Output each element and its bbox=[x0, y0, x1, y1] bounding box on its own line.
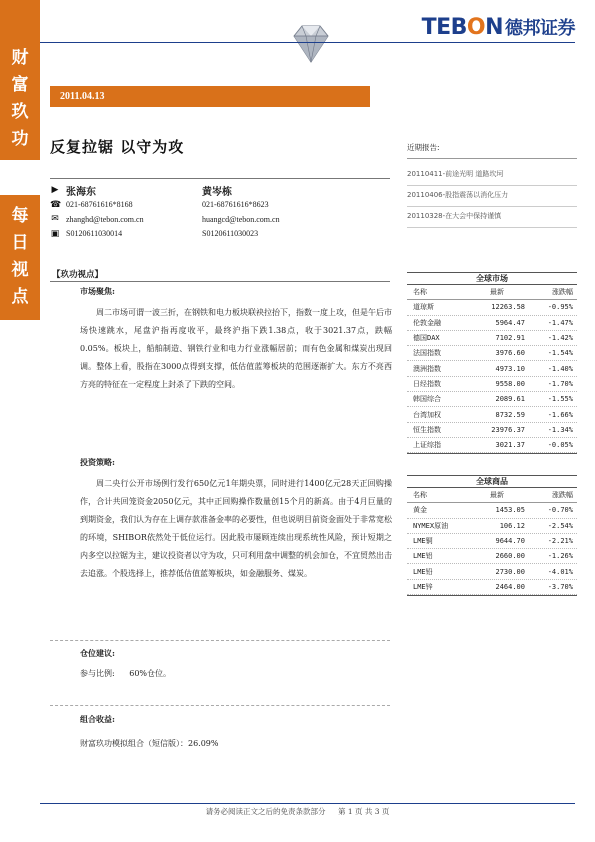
table-cell: 台湾加权 bbox=[413, 410, 441, 419]
table-cell: 澳洲指数 bbox=[413, 364, 441, 373]
table-cell: 道琼斯 bbox=[413, 303, 434, 312]
table-title: 全球市场 bbox=[407, 272, 577, 285]
table-row bbox=[407, 580, 577, 595]
column-header: 涨跌幅 bbox=[552, 288, 573, 297]
table-bottom-rule bbox=[407, 453, 577, 454]
table-cell: 黄金 bbox=[413, 506, 427, 515]
portfolio-heading: 组合收益: bbox=[80, 714, 115, 724]
author-cert: S0120611030014 bbox=[66, 229, 123, 239]
author-email[interactable]: huangcd@tebon.com.cn bbox=[202, 214, 280, 224]
table-cell: -1.34% bbox=[547, 425, 573, 434]
report-date-bar bbox=[50, 86, 370, 107]
table-cell: 9558.00 bbox=[495, 379, 525, 388]
global-markets-table bbox=[407, 272, 577, 454]
table-cell: 恒生指数 bbox=[413, 425, 441, 434]
recent-reports-heading: 近期报告: bbox=[407, 142, 577, 159]
table-cell: -1.70% bbox=[547, 379, 573, 388]
table-cell: 3021.37 bbox=[495, 441, 525, 450]
position-line bbox=[80, 668, 171, 679]
section-divider bbox=[50, 640, 390, 641]
sidebar-char: 财 bbox=[11, 48, 29, 68]
global-commodities-table bbox=[407, 475, 577, 596]
page-footer bbox=[0, 806, 595, 817]
table-cell: -1.40% bbox=[547, 364, 573, 373]
section-divider bbox=[50, 705, 390, 706]
sidebar-label-top bbox=[0, 45, 40, 153]
table-cell: -1.54% bbox=[547, 349, 573, 358]
table-cell: 4973.10 bbox=[495, 364, 525, 373]
table-row bbox=[407, 346, 577, 361]
table-cell: 3976.60 bbox=[495, 349, 525, 358]
table-row bbox=[407, 423, 577, 438]
table-bottom-rule bbox=[407, 595, 577, 596]
column-header: 最新 bbox=[490, 288, 504, 297]
table-cell: 法国指数 bbox=[413, 349, 441, 358]
mail-icon: ✉ bbox=[51, 214, 59, 225]
author-cert: S0120611030023 bbox=[202, 229, 259, 239]
column-header: 名称 bbox=[413, 288, 427, 297]
table-cell: LME铜 bbox=[413, 537, 433, 546]
table-cell: LME铝 bbox=[413, 552, 433, 561]
sidebar-char: 富 bbox=[11, 75, 29, 95]
table-cell: 9644.70 bbox=[495, 537, 525, 546]
table-row bbox=[407, 300, 577, 315]
table-cell: 2089.61 bbox=[495, 395, 525, 404]
table-cell: -0.70% bbox=[547, 506, 573, 515]
table-cell: 上证综指 bbox=[413, 441, 441, 450]
table-cell: -1.26% bbox=[547, 552, 573, 561]
author-name: 黄岑栋 bbox=[202, 186, 232, 198]
table-cell: -4.01% bbox=[547, 567, 573, 576]
recent-reports bbox=[407, 142, 577, 228]
section-tag: 【玖功视点】 bbox=[52, 270, 104, 280]
strategy-heading: 投资策略: bbox=[80, 457, 115, 467]
column-header: 涨跌幅 bbox=[552, 491, 573, 500]
table-row bbox=[407, 503, 577, 518]
triangle-bullet-icon: ▶ bbox=[51, 185, 59, 196]
author-block bbox=[202, 183, 280, 241]
recent-report-link[interactable]: 20110406-股指震荡以消化压力 bbox=[407, 186, 577, 207]
table-header bbox=[407, 285, 577, 300]
table-cell: -2.21% bbox=[547, 537, 573, 546]
table-cell: 106.12 bbox=[499, 521, 525, 530]
id-card-icon: ▣ bbox=[50, 228, 60, 239]
table-row bbox=[407, 331, 577, 346]
table-cell: NYMEX原油 bbox=[413, 521, 449, 530]
author-name: 张海东 bbox=[66, 186, 96, 198]
logo-text: N bbox=[485, 15, 503, 40]
table-cell: 德国DAX bbox=[413, 334, 440, 343]
market-view-heading: 市场聚焦: bbox=[80, 286, 115, 296]
sidebar-label-bottom bbox=[0, 203, 40, 311]
table-cell: -1.42% bbox=[547, 334, 573, 343]
sidebar-char: 点 bbox=[11, 287, 29, 307]
table-cell: LME铅 bbox=[413, 567, 433, 576]
logo-text: TEB bbox=[421, 15, 467, 40]
report-title: 反复拉锯 以守为攻 bbox=[50, 138, 185, 156]
table-cell: -1.47% bbox=[547, 318, 573, 327]
table-cell: 2464.00 bbox=[495, 582, 525, 591]
portfolio-text: 财富玖功模拟组合（短信版）：26.09% bbox=[80, 739, 219, 748]
table-row bbox=[407, 316, 577, 331]
table-cell: -3.70% bbox=[547, 582, 573, 591]
column-header: 最新 bbox=[490, 491, 504, 500]
table-cell: 12263.58 bbox=[491, 303, 525, 312]
position-heading: 仓位建议: bbox=[80, 648, 115, 658]
table-cell: -2.54% bbox=[547, 521, 573, 530]
sidebar-char: 功 bbox=[11, 129, 29, 149]
author-phone: 021-68761616*8168 bbox=[66, 200, 133, 210]
sidebar-char: 玖 bbox=[11, 102, 29, 122]
author-phone: 021-68761616*8623 bbox=[202, 200, 269, 210]
table-cell: -0.05% bbox=[547, 441, 573, 450]
footer-divider bbox=[40, 803, 575, 804]
sidebar-char: 每 bbox=[11, 206, 29, 226]
table-cell: 5964.47 bbox=[495, 318, 525, 327]
author-email[interactable]: zhanghd@tebon.com.cn bbox=[66, 214, 144, 224]
table-title: 全球商品 bbox=[407, 475, 577, 488]
table-cell: 日经指数 bbox=[413, 379, 441, 388]
table-cell: 韩国综合 bbox=[413, 395, 441, 404]
table-cell: 伦敦金融 bbox=[413, 318, 441, 327]
table-row bbox=[407, 361, 577, 376]
table-row bbox=[407, 407, 577, 422]
diamond-logo-icon bbox=[286, 22, 336, 66]
table-row bbox=[407, 438, 577, 453]
table-cell: 23976.37 bbox=[491, 425, 525, 434]
tebon-logo bbox=[422, 14, 575, 40]
table-cell: -1.66% bbox=[547, 410, 573, 419]
logo-text-cn: 德邦证券 bbox=[505, 18, 575, 39]
table-row bbox=[407, 534, 577, 549]
table-cell: -0.95% bbox=[547, 303, 573, 312]
table-body bbox=[407, 300, 577, 453]
table-row bbox=[407, 564, 577, 579]
phone-icon: ☎ bbox=[50, 199, 62, 210]
column-header: 名称 bbox=[413, 491, 427, 500]
table-row bbox=[407, 519, 577, 534]
recent-report-link[interactable]: 20110411-前途光明 道路坎坷 bbox=[407, 165, 577, 186]
table-cell: -1.55% bbox=[547, 395, 573, 404]
table-header bbox=[407, 488, 577, 503]
report-date: 2011.04.13 bbox=[60, 91, 105, 102]
table-cell: 1453.05 bbox=[495, 506, 525, 515]
table-body bbox=[407, 503, 577, 595]
page-number: 第 1 页 共 3 页 bbox=[337, 807, 390, 816]
logo-text-accent: O bbox=[466, 15, 486, 40]
table-cell: 2660.00 bbox=[495, 552, 525, 561]
strategy-text: 周二央行公开市场例行发行650亿元1年期央票，同时进行1400亿元28天正回购操作，合计共回笼资金2050亿元，其中正回购操作数量创15个月的新高。由于4月巨量的到期资金，我们认为存在上调存款准备金率的必要性，但也说明目前资金面处于非常宽松的环境，SHIBOR依然处于低位运行。因此股市屡顾连续出现系统性风险，预计短期之内多空以拉锯为主，建议投资者以守为攻，只可利用盘中调整的机会加仓，不宜贸然出击去追涨。个股选择上，推荐低估值蓝筹板块，如金融服务、煤炭。 bbox=[80, 479, 392, 578]
authors-divider bbox=[50, 178, 390, 179]
footer-disclaimer: 请务必阅读正文之后的免责条款部分 bbox=[205, 807, 326, 816]
header-divider bbox=[40, 42, 575, 43]
sidebar-char: 视 bbox=[11, 260, 29, 280]
table-cell: 7102.91 bbox=[495, 334, 525, 343]
table-row bbox=[407, 392, 577, 407]
table-row bbox=[407, 549, 577, 564]
market-view-text: 周二市场可谓一波三折，在钢铁和电力板块联袂拉抬下，指数一度上攻，但是午后市场快速跳水，尾盘沪指再度收平，最终沪指下跌1.38点，收于3021.37点，跌幅0.05%。板块上，船舶制造、钢铁行业和电力行业涨幅居前；而有色金属和煤炭出现回调。整体上看，股指在3000点得到支撑，低估值蓝筹板块的范围逐渐扩大。东方不亮西方亮的特征在一定程度上封杀了下跌的空间。 bbox=[80, 308, 392, 389]
position-value: 60%仓位。 bbox=[129, 669, 172, 678]
table-cell: LME锌 bbox=[413, 582, 433, 591]
recent-report-link[interactable]: 20110328-在大会中保持谨慎 bbox=[407, 207, 577, 228]
author-block bbox=[50, 183, 144, 241]
table-cell: 2730.00 bbox=[495, 567, 525, 576]
table-cell: 8732.59 bbox=[495, 410, 525, 419]
sidebar-char: 日 bbox=[11, 233, 29, 253]
section-divider bbox=[50, 281, 390, 282]
position-label: 参与比例: bbox=[80, 669, 115, 678]
table-row bbox=[407, 377, 577, 392]
